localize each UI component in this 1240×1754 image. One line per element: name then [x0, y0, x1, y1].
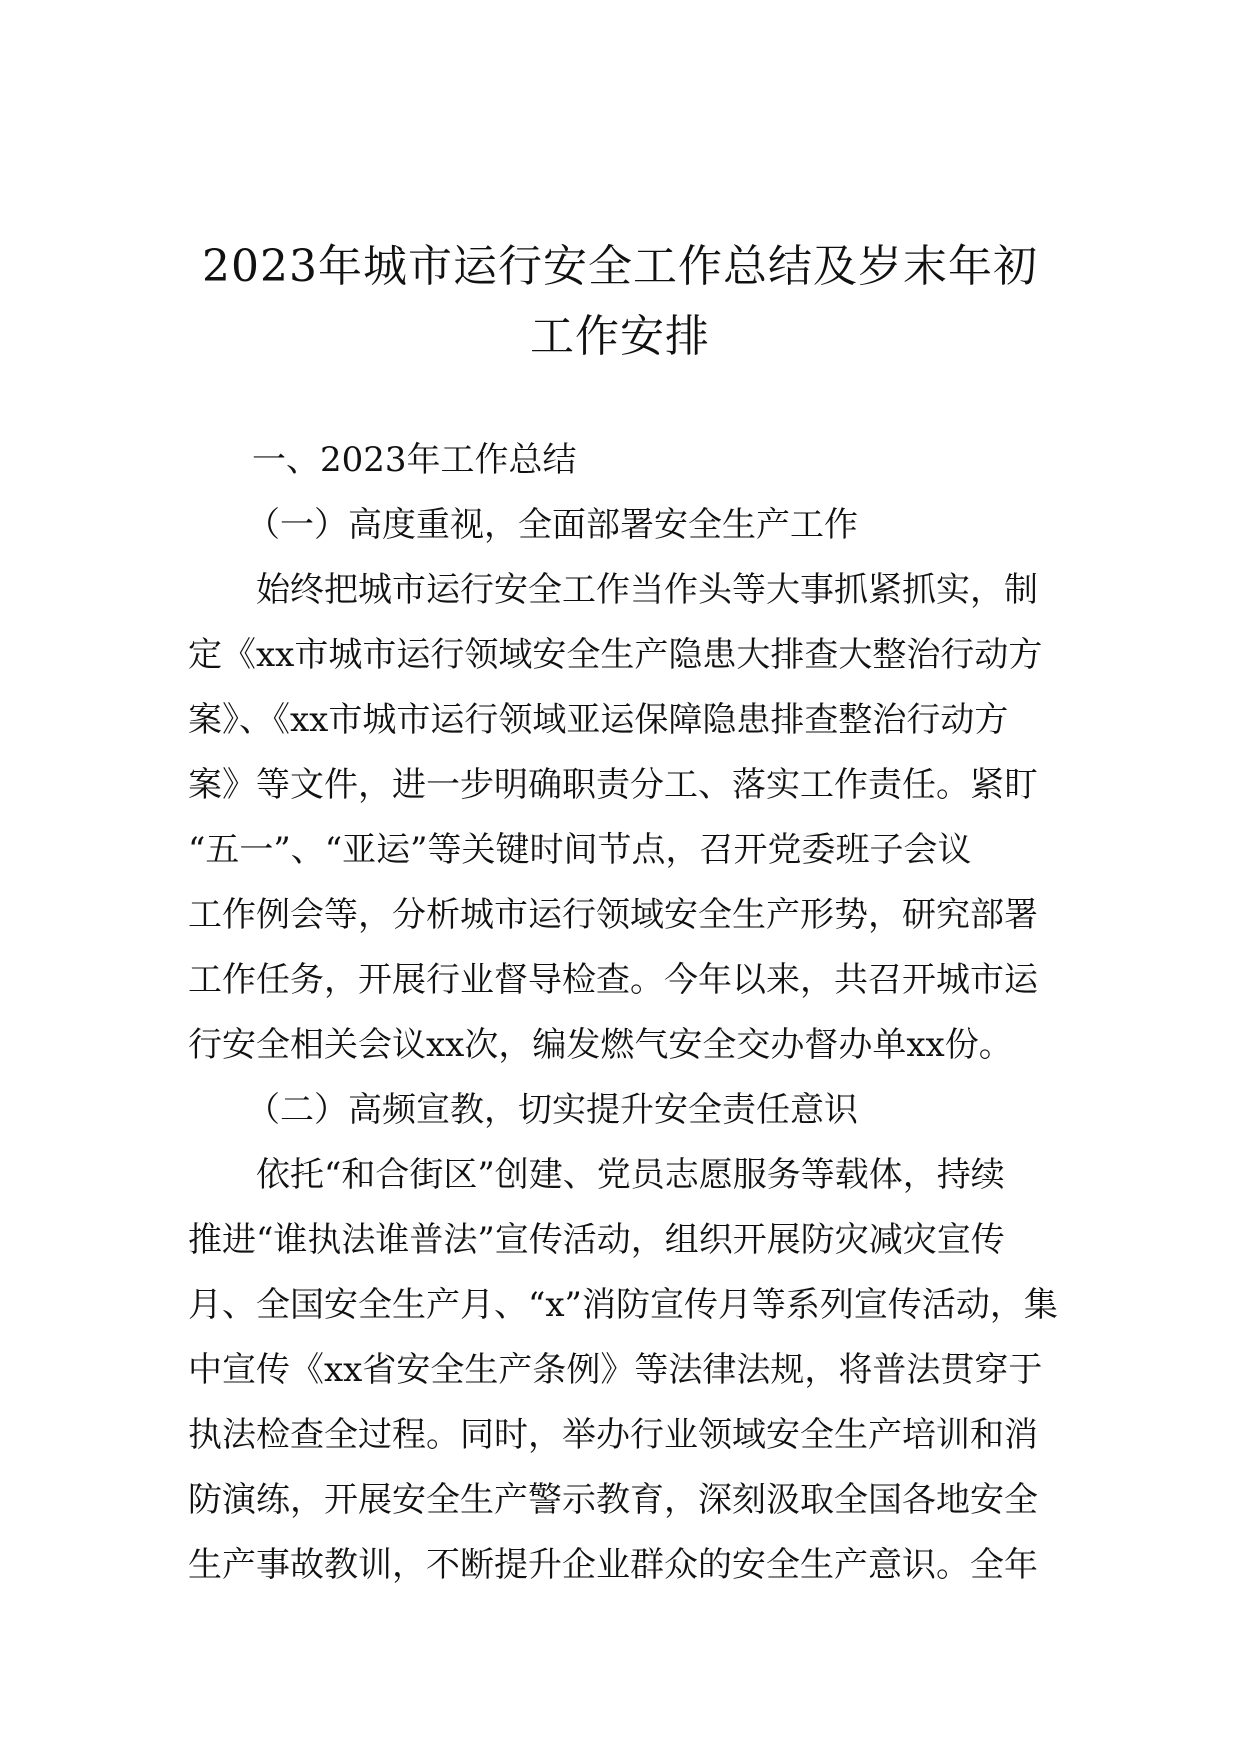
paragraph-2-line: 防演练，开展安全生产警示教育，深刻汲取全国各地安全 — [188, 1480, 1038, 1520]
document-title-line-2: 工作安排 — [530, 311, 710, 362]
subsection-heading-1: （一）高度重视，全面部署安全生产工作 — [246, 505, 858, 545]
paragraph-2-line: 依托“和合街区”创建、党员志愿服务等载体，持续 — [256, 1155, 1005, 1195]
paragraph-1-line: 定《xx市城市运行领域安全生产隐患大排查大整治行动方 — [188, 635, 1043, 675]
paragraph-2-line: 生产事故教训，不断提升企业群众的安全生产意识。全年 — [188, 1545, 1038, 1585]
paragraph-1-line: 案》、《xx市城市运行领域亚运保障隐患排查整治行动方 — [188, 700, 1009, 740]
paragraph-1-line: 工作例会等，分析城市运行领域安全生产形势，研究部署 — [188, 895, 1038, 935]
subsection-heading-2: （二）高频宣教，切实提升安全责任意识 — [246, 1090, 858, 1130]
paragraph-2-line: 执法检查全过程。同时，举办行业领域安全生产培训和消 — [188, 1415, 1038, 1455]
paragraph-1-line: 始终把城市运行安全工作当作头等大事抓紧抓实，制 — [256, 570, 1038, 610]
paragraph-1-line: “五一”、“亚运”等关键时间节点，召开党委班子会议 — [188, 830, 972, 870]
paragraph-1-line: 案》等文件，进一步明确职责分工、落实工作责任。紧盯 — [188, 765, 1038, 805]
paragraph-1-line: 行安全相关会议xx次，编发燃气安全交办督办单xx份。 — [188, 1025, 1013, 1065]
document-title-line-1: 2023年城市运行安全工作总结及岁末年初 — [202, 241, 1038, 292]
paragraph-2-line: 月、全国安全生产月、“x”消防宣传月等系列宣传活动，集 — [188, 1285, 1058, 1325]
document-title — [150, 232, 1090, 372]
paragraph-2-line: 中宣传《xx省安全生产条例》等法律法规，将普法贯穿于 — [188, 1350, 1043, 1390]
section-heading-1: 一、2023年工作总结 — [252, 440, 577, 480]
paragraph-2-line: 推进“谁执法谁普法”宣传活动，组织开展防灾减灾宣传 — [188, 1220, 1005, 1260]
paragraph-1-line: 工作任务，开展行业督导检查。今年以来，共召开城市运 — [188, 960, 1038, 1000]
document-body — [188, 428, 1060, 1598]
